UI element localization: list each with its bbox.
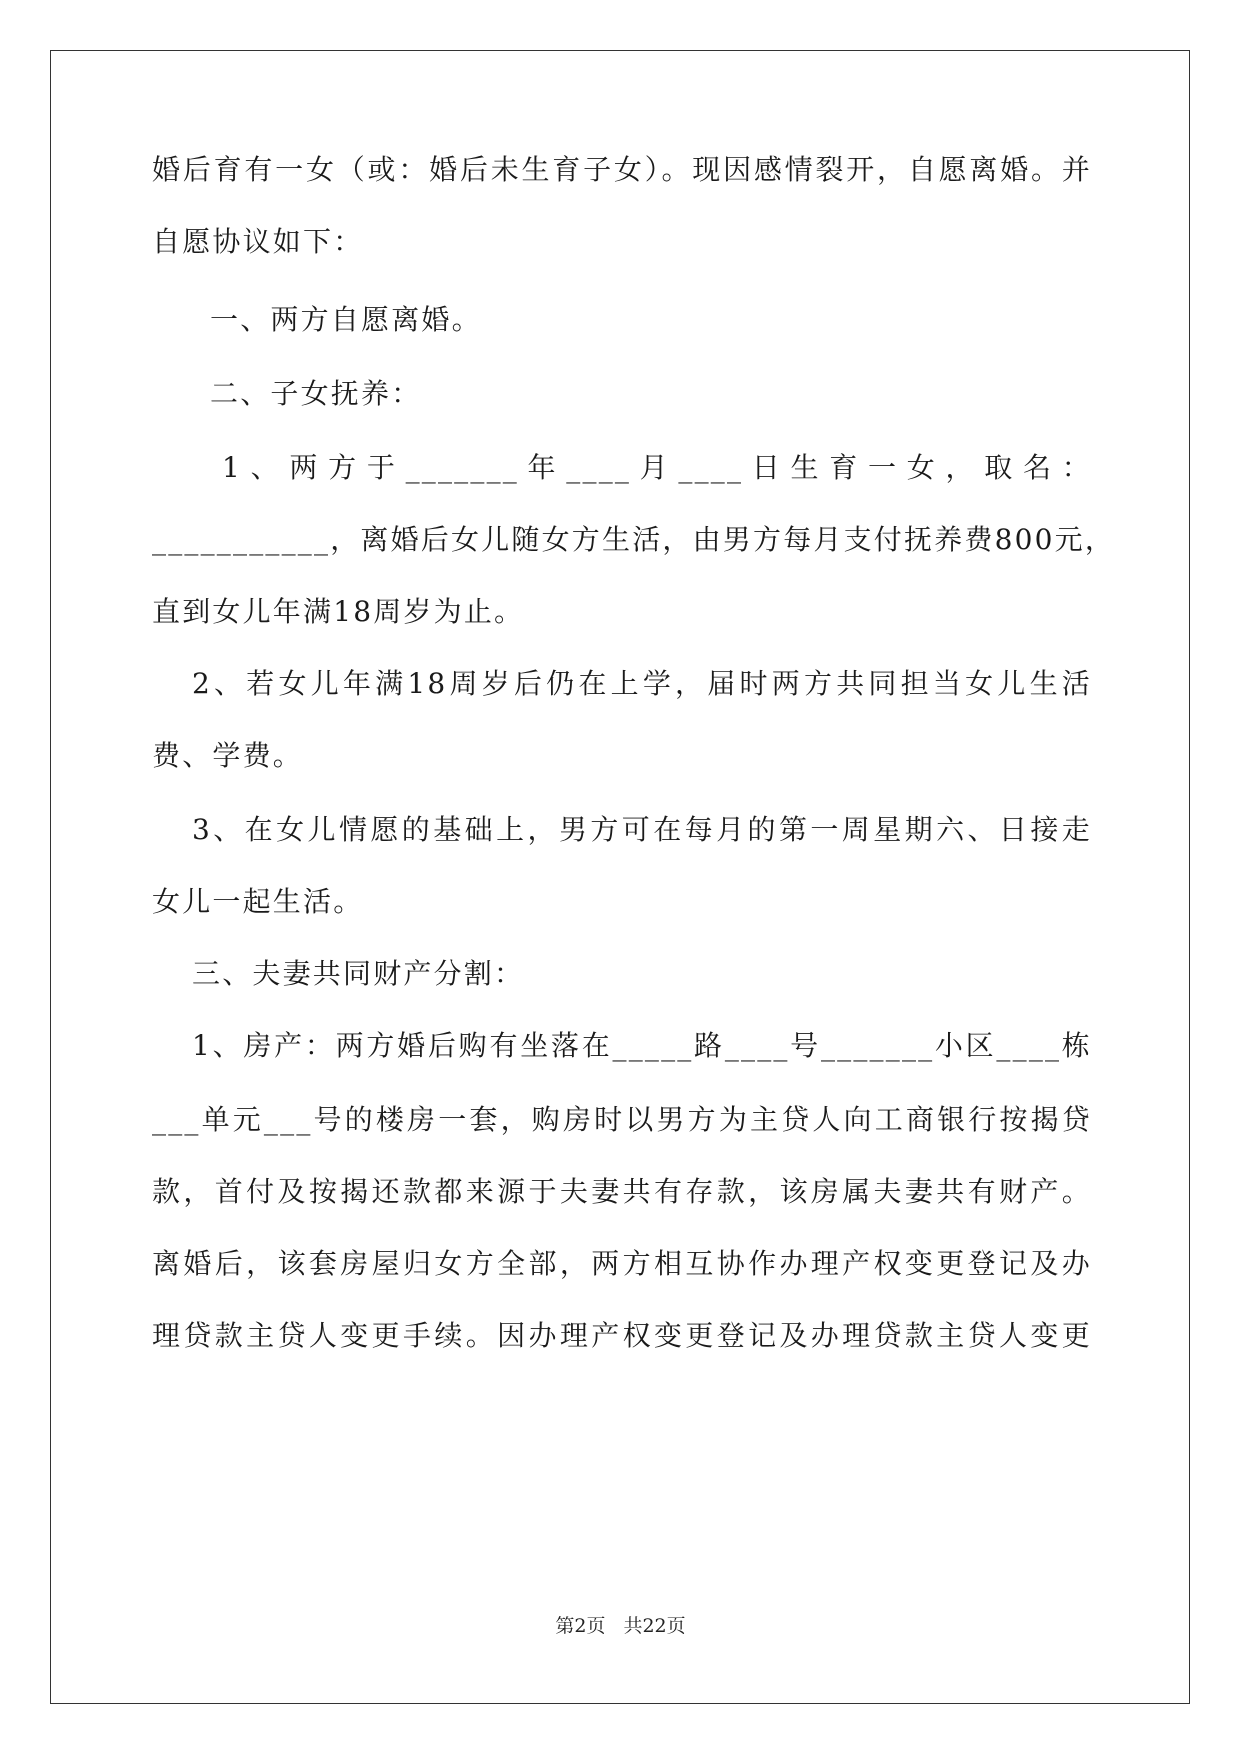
clause-3-item-1-line-4: 离婚后，该套房屋归女方全部，两方相互协作办理产权变更登记及办: [152, 1247, 1092, 1280]
clause-3-heading: 三、夫妻共同财产分割：: [192, 957, 525, 990]
page-number: 第2页: [555, 1615, 606, 1637]
clause-2-item-2-line-2: 费、学费。: [152, 739, 304, 772]
clause-3-item-1-line-1: 1、房产：两方婚后购有坐落在_____路____号_______小区____栋: [192, 1029, 1092, 1062]
clause-2-item-1-line-2: ___________，离婚后女儿随女方生活，由男方每月支付抚养费800元，: [152, 523, 1116, 556]
clause-3-item-1-line-5: 理贷款主贷人变更手续。因办理产权变更登记及办理贷款主贷人变更: [152, 1319, 1092, 1352]
page-border: [50, 50, 1190, 1704]
clause-1-heading: 一、两方自愿离婚。: [210, 303, 482, 336]
clause-2-item-2-line-1: 2、若女儿年满18周岁后仍在上学，届时两方共同担当女儿生活: [192, 667, 1092, 700]
clause-3-item-1-line-3: 款，首付及按揭还款都来源于夫妻共有存款，该房属夫妻共有财产。: [152, 1175, 1092, 1208]
body-line-1: 婚后育有一女（或：婚后未生育子女）。现因感情裂开，自愿离婚。并: [152, 153, 1092, 186]
clause-2-item-3-line-2: 女儿一起生活。: [152, 885, 364, 918]
page-total: 共22页: [623, 1615, 686, 1637]
page-footer: [0, 1614, 1241, 1638]
body-line-2: 自愿协议如下：: [152, 225, 364, 258]
clause-2-item-1-line-3: 直到女儿年满18周岁为止。: [152, 595, 525, 628]
clause-2-heading: 二、子女抚养：: [210, 377, 422, 410]
clause-3-item-1-line-2: ___单元___号的楼房一套，购房时以男方为主贷人向工商银行按揭贷: [152, 1103, 1092, 1136]
clause-2-item-1-line-1: 1、两方于_______年____月____日生育一女，取名：: [222, 451, 1092, 484]
clause-2-item-3-line-1: 3、在女儿情愿的基础上，男方可在每月的第一周星期六、日接走: [192, 813, 1092, 846]
